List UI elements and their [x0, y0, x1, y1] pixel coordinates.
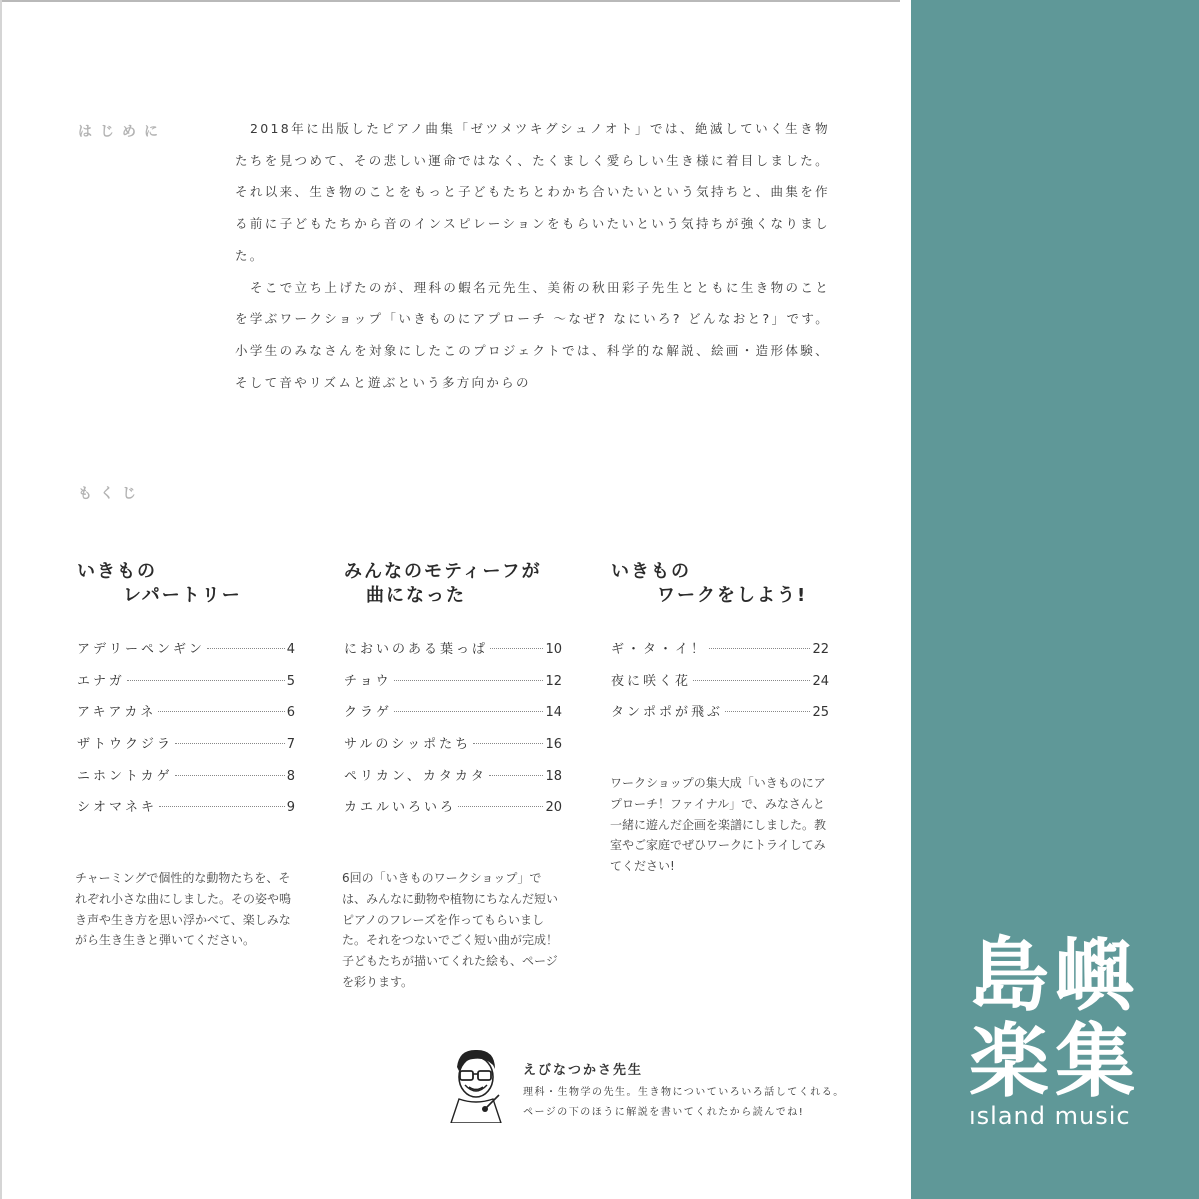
- toc-entry-title: においのある葉っぱ: [344, 642, 489, 657]
- intro-text: [235, 113, 830, 398]
- teacher-description-line2: ページの下のほうに解説を書いてくれたから読んでね!: [523, 1107, 805, 1118]
- leader-dots: [159, 806, 285, 807]
- toc-entry-page: 14: [545, 705, 562, 721]
- toc-entry[interactable]: [344, 670, 562, 702]
- toc-entry[interactable]: [77, 733, 295, 765]
- toc-entry[interactable]: [611, 638, 829, 670]
- teacher-description: [523, 1083, 845, 1123]
- intro-paragraph-2: そこで立ち上げたのが、理科の蝦名元先生、美術の秋田彩子先生とともに生き物のことを学ぶワークショップ「いきものにアプローチ ～なぜ? なにいろ? どんなおと?」です。小学生のみなさんを対象にしたこのプロジェクトでは、科学的な解説、絵画・造形体験、そして音やリズムと遊ぶという多方向からの: [235, 279, 830, 390]
- teacher-portrait-icon: [445, 1045, 507, 1123]
- toc-list: [77, 638, 295, 828]
- intro-paragraph-1: 2018年に出版したピアノ曲集「ゼツメツキグシュノオト」では、絶滅していく生き物たちを見つめて、その悲しい運命ではなく、たくましく愛らしい生き様に着目しました。それ以来、生き物のことをもっと子どもたちとわかち合いたいという気持ちと、曲集を作る前に子どもたちから音のインスピレーションをもらいたいという気持ちが強くなりました。: [235, 121, 830, 263]
- toc-entry-title: 夜に咲く花: [611, 673, 692, 689]
- toc-column-title: [344, 560, 562, 608]
- toc-entry-title: ギ・タ・イ！: [611, 642, 708, 657]
- toc-entry[interactable]: [344, 638, 562, 670]
- toc-entry-title: ニホントカゲ: [77, 768, 173, 784]
- toc-column-title-line1: いきもの: [77, 561, 157, 582]
- toc-entry-page: 22: [812, 642, 829, 657]
- toc-list: [344, 638, 562, 828]
- toc-entry-page: 18: [545, 768, 562, 784]
- repertoire-description: チャーミングで個性的な動物たちを、それぞれ小さな曲にしました。その姿や鳴き声や生き方を思い浮かべて、楽しみながら生き生きと弾いてください。: [75, 871, 292, 948]
- toc-column-motif: [344, 560, 562, 828]
- toc-entry-page: 25: [812, 705, 829, 721]
- teacher-name: えびなつかさ先生: [523, 1063, 644, 1078]
- logo-kanji-line1: 島嶼: [969, 929, 1141, 1022]
- toc-entry[interactable]: [77, 638, 295, 670]
- intro-heading: はじめに: [78, 124, 166, 140]
- toc-entry-title: ペリカン、カタカタ: [344, 768, 487, 784]
- toc-entry-title: アキアカネ: [77, 705, 157, 721]
- leader-dots: [175, 743, 285, 744]
- toc-entry[interactable]: [344, 701, 562, 733]
- toc-column-title-line2: レパートリー: [123, 585, 242, 606]
- toc-entry[interactable]: [77, 670, 295, 702]
- leader-dots: [709, 648, 810, 649]
- toc-entry-page: 9: [286, 800, 295, 816]
- leader-dots: [127, 680, 285, 681]
- work-description: ワークショップの集大成「いきものにアプローチ！ファイナル」で、みなさんと一緒に遊んだ企画を楽譜にしました。教室やご家庭でぜひワークにトライしてみてください!: [610, 776, 827, 874]
- toc-entry-page: 7: [286, 737, 295, 753]
- toc-entry-title: サルのシッポたち: [344, 737, 472, 753]
- toc-list: [611, 638, 829, 733]
- motif-description: 6回の「いきものワークショップ」では、みんなに動物や植物にちなんだ短いピアノのフレーズを作ってもらいました。それをつないでごく短い曲が完成！ 子どもたちが描いてくれた絵も、ページを彩ります。: [342, 871, 559, 989]
- leader-dots: [394, 711, 543, 712]
- teacher-description-line1: 理科・生物学の先生。生き物についていろいろ話してくれる。: [523, 1087, 845, 1098]
- leader-dots: [693, 680, 810, 681]
- toc-entry-title: タンポポが飛ぶ: [611, 705, 724, 721]
- toc-entry-page: 16: [545, 737, 562, 753]
- leader-dots: [473, 743, 543, 744]
- toc-entry-title: チョウ: [344, 673, 392, 689]
- logo-kanji-line2: 楽集: [969, 1015, 1141, 1108]
- leader-dots: [490, 648, 543, 649]
- toc-entry[interactable]: [611, 701, 829, 733]
- toc-entry-page: 4: [286, 642, 295, 657]
- toc-entry[interactable]: [344, 765, 562, 797]
- toc-entry[interactable]: [77, 701, 295, 733]
- toc-entry-page: 5: [286, 673, 295, 689]
- side-panel: [911, 0, 1199, 1199]
- toc-entry-page: 10: [545, 642, 562, 657]
- toc-column-title: [77, 560, 295, 608]
- toc-entry-title: アデリーペンギン: [77, 642, 205, 657]
- toc-entry-title: カエルいろいろ: [344, 800, 457, 816]
- toc-entry-title: エナガ: [77, 673, 125, 689]
- toc-column-title-line2: 曲になった: [366, 585, 466, 606]
- toc-entry-title: クラゲ: [344, 705, 393, 721]
- toc-entry[interactable]: [344, 796, 562, 828]
- toc-entry-title: シオマネキ: [77, 800, 158, 816]
- leader-dots: [175, 775, 285, 776]
- teacher-note: [445, 1045, 885, 1125]
- toc-entry-page: 24: [812, 673, 829, 689]
- toc-column-repertoire: [77, 560, 295, 828]
- toc-entry-page: 20: [545, 800, 562, 816]
- toc-entry[interactable]: [344, 733, 562, 765]
- toc-entry-title: ザトウクジラ: [77, 737, 174, 753]
- leader-dots: [489, 775, 544, 776]
- toc-entry-page: 12: [545, 673, 562, 689]
- leader-dots: [458, 806, 543, 807]
- toc-heading: もくじ: [78, 486, 144, 502]
- page-left-edge: [0, 0, 2, 1199]
- island-music-logo: [969, 930, 1149, 1130]
- toc-column-title-line2: ワークをしよう!: [657, 585, 808, 606]
- toc-entry-page: 6: [286, 705, 295, 721]
- toc-column-title: [611, 560, 829, 608]
- toc-entry[interactable]: [611, 670, 829, 702]
- leader-dots: [725, 711, 810, 712]
- toc-entry-page: 8: [286, 768, 295, 784]
- leader-dots: [207, 648, 285, 649]
- toc-column-title-line1: みんなのモティーフが: [344, 561, 542, 582]
- toc-entry[interactable]: [77, 765, 295, 797]
- leader-dots: [158, 711, 284, 712]
- toc-entry[interactable]: [77, 796, 295, 828]
- page-top-edge: [0, 0, 900, 2]
- toc-column-title-line1: いきもの: [611, 561, 691, 582]
- toc-column-work: [611, 560, 829, 733]
- logo-english: ısland music: [969, 1102, 1131, 1130]
- leader-dots: [394, 680, 544, 681]
